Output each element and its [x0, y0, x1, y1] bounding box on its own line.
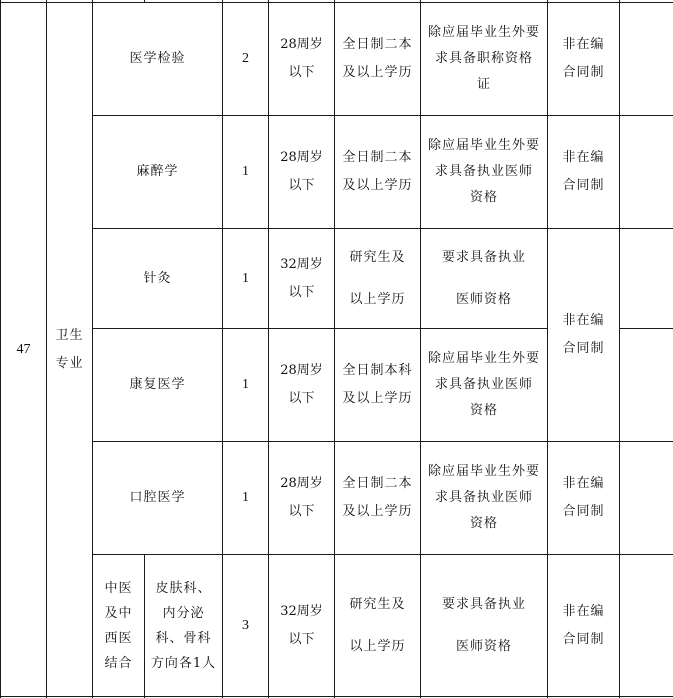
hire-count: 2 [242, 51, 249, 66]
education-requirement: 全日制本科 及以上学历 [342, 363, 413, 406]
category-cell [47, 3, 93, 697]
education-requirement: 全日制二本 及以上学历 [342, 37, 413, 80]
category-label: 卫生 专业 [55, 327, 84, 371]
position-name-cell [93, 116, 223, 229]
requirement-cell [421, 442, 548, 555]
position-name: 康复医学 [129, 377, 186, 392]
position-name-cell [93, 329, 223, 442]
age-limit: 28周岁 以下 [280, 476, 323, 519]
education-cell [335, 442, 421, 555]
requirement-cell [421, 116, 548, 229]
education-cell [335, 3, 421, 116]
staffing-cell [548, 3, 620, 116]
age-limit: 28周岁 以下 [280, 363, 323, 406]
count-cell [223, 442, 269, 555]
staffing-type: 非在编 合同制 [562, 37, 605, 80]
education-cell [335, 555, 421, 697]
requirement-cell [421, 555, 548, 697]
staffing-type: 非在编 合同制 [562, 313, 605, 356]
education-requirement: 研究生及 以上学历 [349, 249, 406, 307]
education-requirement: 全日制二本 及以上学历 [342, 476, 413, 519]
hire-count: 3 [242, 617, 249, 633]
position-name: 针灸 [143, 270, 172, 286]
staffing-type: 非在编 合同制 [562, 476, 605, 519]
age-cell [269, 442, 335, 555]
requirement-cell [421, 3, 548, 116]
serial-number-cell [1, 3, 47, 697]
staffing-cell [548, 116, 620, 229]
hire-count: 1 [242, 270, 249, 286]
staffing-cell [548, 555, 620, 697]
position-name-cell [93, 3, 223, 116]
position-detail-cell [145, 555, 223, 697]
age-cell [269, 116, 335, 229]
serial-number: 47 [16, 341, 31, 357]
education-requirement: 全日制二本 及以上学历 [342, 150, 413, 193]
staffing-type: 非在编 合同制 [562, 150, 605, 193]
other-requirement: 除应届毕业生外要 求具备职称资格 证 [427, 25, 540, 92]
age-cell [269, 229, 335, 329]
count-cell [223, 329, 269, 442]
hire-count: 1 [242, 164, 249, 179]
age-cell [269, 555, 335, 697]
staffing-type: 非在编 合同制 [562, 603, 605, 647]
count-cell [223, 229, 269, 329]
count-cell [223, 116, 269, 229]
other-requirement: 要求具备执业 医师资格 [441, 596, 526, 654]
table-row [1, 3, 673, 116]
age-limit: 32周岁 以下 [280, 256, 323, 300]
education-requirement: 研究生及 以上学历 [349, 596, 406, 654]
hire-count: 1 [242, 377, 249, 392]
remark-cell [620, 329, 673, 442]
position-group-cell [93, 555, 145, 697]
position-name-cell [93, 442, 223, 555]
count-cell [223, 555, 269, 697]
position-detail: 皮肤科、 内分泌 科、骨科 方向各1人 [150, 580, 217, 671]
education-cell [335, 116, 421, 229]
table-row [1, 555, 673, 697]
age-limit: 32周岁 以下 [280, 603, 323, 647]
age-limit: 28周岁 以下 [280, 37, 323, 80]
remark-cell [620, 229, 673, 329]
position-name-cell [93, 229, 223, 329]
age-limit: 28周岁 以下 [280, 150, 323, 193]
hire-count: 1 [242, 490, 249, 505]
requirement-cell [421, 329, 548, 442]
staffing-cell [548, 442, 620, 555]
count-cell [223, 3, 269, 116]
remark-cell [620, 555, 673, 697]
education-cell [335, 229, 421, 329]
age-cell [269, 3, 335, 116]
remark-cell [620, 3, 673, 116]
remark-cell [620, 442, 673, 555]
age-cell [269, 329, 335, 442]
other-requirement: 除应届毕业生外要 求具备执业医师 资格 [427, 138, 540, 205]
position-group-name: 中医 及中 西医 结合 [104, 580, 133, 671]
other-requirement: 除应届毕业生外要 求具备执业医师 资格 [427, 351, 540, 418]
education-cell [335, 329, 421, 442]
position-name: 麻醉学 [136, 164, 179, 179]
table-row [1, 442, 673, 555]
remark-cell [620, 116, 673, 229]
position-name: 口腔医学 [129, 490, 186, 505]
table-row [1, 229, 673, 329]
requirement-cell [421, 229, 548, 329]
other-requirement: 要求具备执业 医师资格 [441, 249, 526, 307]
staffing-cell-merged [548, 229, 620, 442]
position-name: 医学检验 [129, 51, 186, 66]
table-row [1, 116, 673, 229]
other-requirement: 除应届毕业生外要 求具备执业医师 资格 [427, 464, 540, 531]
